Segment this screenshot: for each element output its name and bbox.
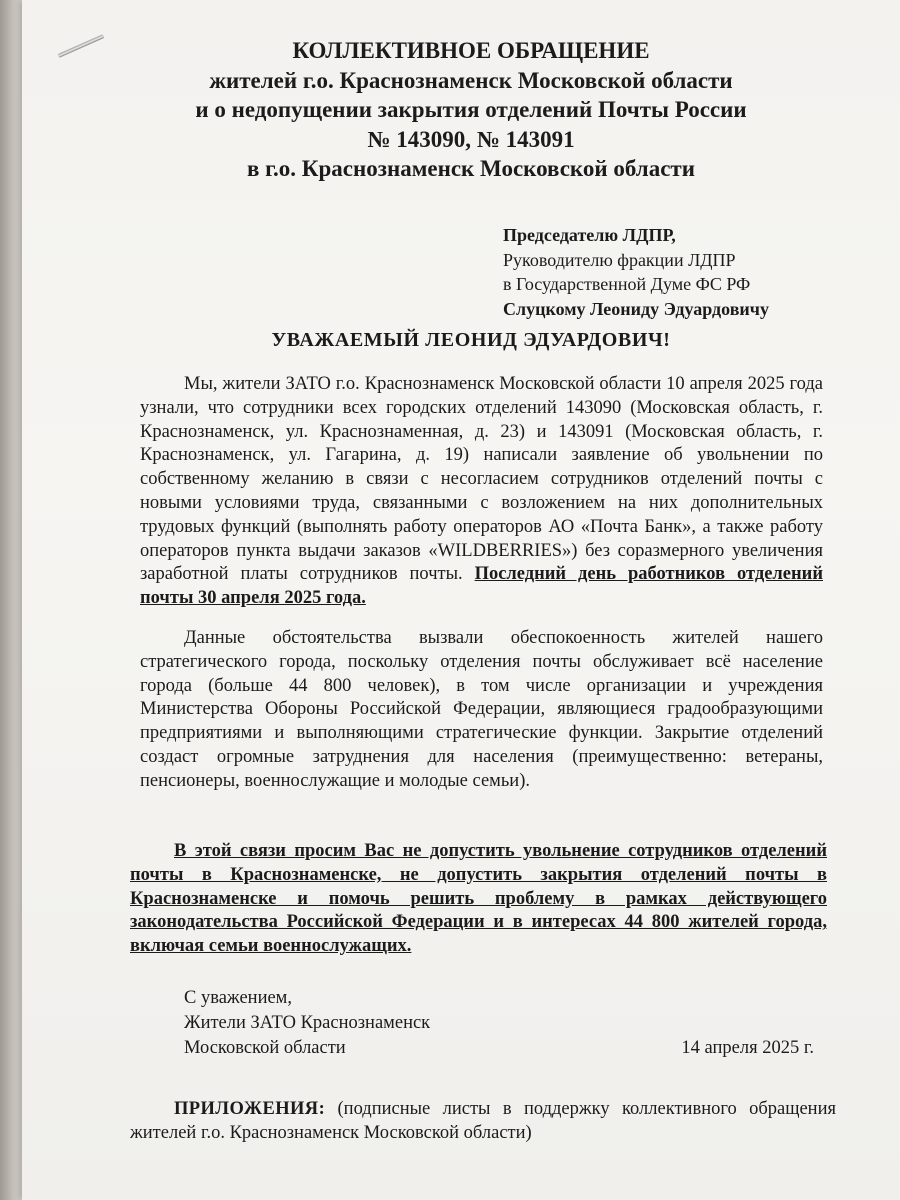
document-date: 14 апреля 2025 г. xyxy=(681,1038,814,1058)
last-day-emphasis: Последний день работников отделений почты 30 апреля 2025 года. xyxy=(140,564,823,609)
title-line-3: и о недопущении закрытия отделений Почты России xyxy=(195,97,747,122)
closing-block xyxy=(184,986,814,1061)
document-title xyxy=(100,36,842,184)
greeting: УВАЖАЕМЫЙ ЛЕОНИД ЭДУАРДОВИЧ! xyxy=(271,329,671,351)
paragraph-1-text: Мы, жители ЗАТО г.о. Краснознаменск Московской области 10 апреля 2025 года узнали, что сотрудники всех городских отделений 143090 (Московская область, г. Краснознаменск, ул. Краснознаменная, д. 23) и 143091 (Московская область, г. Краснознаменск, ул. Гагарина, д. 19) написали заявление об увольнении по собственному желанию в связи с несогласием сотрудников отделений почты с новыми условиями труда, связанными с возложением на них дополнительных трудовых функций (выполнять работу операторов АО «Почта Банк», а также работу операторов пункта выдачи заказов «WILDBERRIES») без соразмерного увеличения заработной платы сотрудников почты. xyxy=(140,374,823,585)
attachments-text: (подписные листы в поддержку коллективного обращения жителей г.о. Краснознаменск Московской области) xyxy=(130,1099,836,1143)
addressee-line-1: Председателю ЛДПР, xyxy=(503,225,676,245)
title-line-4: № 143090, № 143091 xyxy=(367,126,575,152)
attachments-block xyxy=(130,1097,836,1145)
title-line-2: жителей г.о. Краснознаменск Московской области xyxy=(209,67,733,93)
addressee-name: Слуцкому Леониду Эдуардовичу xyxy=(503,298,769,319)
addressee-block xyxy=(503,223,863,321)
closing-regards: С уважением, xyxy=(184,988,293,1008)
addressee-line-3: в Государственной Думе ФС РФ xyxy=(503,274,751,294)
closing-region: Московской области xyxy=(184,1038,346,1058)
body-paragraph-1 xyxy=(140,373,823,611)
attachments-label: ПРИЛОЖЕНИЯ: xyxy=(174,1099,326,1119)
closing-signatories: Жители ЗАТО Краснознаменск xyxy=(184,1013,431,1033)
title-line-1: КОЛЛЕКТИВНОЕ ОБРАЩЕНИЕ xyxy=(292,38,650,63)
closing-row xyxy=(184,1036,814,1061)
body-paragraph-2: Данные обстоятельства вызвали обеспокоенность жителей нашего стратегического города, поскольку отделения почты обслуживает всё население города (больше 44 800 человек), в том числе организации и учреждения Министерства Обороны Российской Федерации, являющиеся градообразующими предприятиями и выполняющими стратегические функции. Закрытие отделений создаст огромные затруднения для населения (преимущественно: ветераны, пенсионеры, военнослужащие и молодые семьи). xyxy=(140,628,823,791)
title-line-5: в г.о. Краснознаменск Московской области xyxy=(247,156,695,181)
addressee-line-2: Руководителю фракции ЛДПР xyxy=(503,249,736,270)
request-paragraph: В этой связи просим Вас не допустить увольнение сотрудников отделений почты в Краснознаменске, не допустить закрытия отделений почты в Краснознаменске и помочь решить проблему в рамках действующего законодательства Российской Федерации и в интересах 44 800 жителей города, включая семьи военнослужащих. xyxy=(130,841,827,957)
